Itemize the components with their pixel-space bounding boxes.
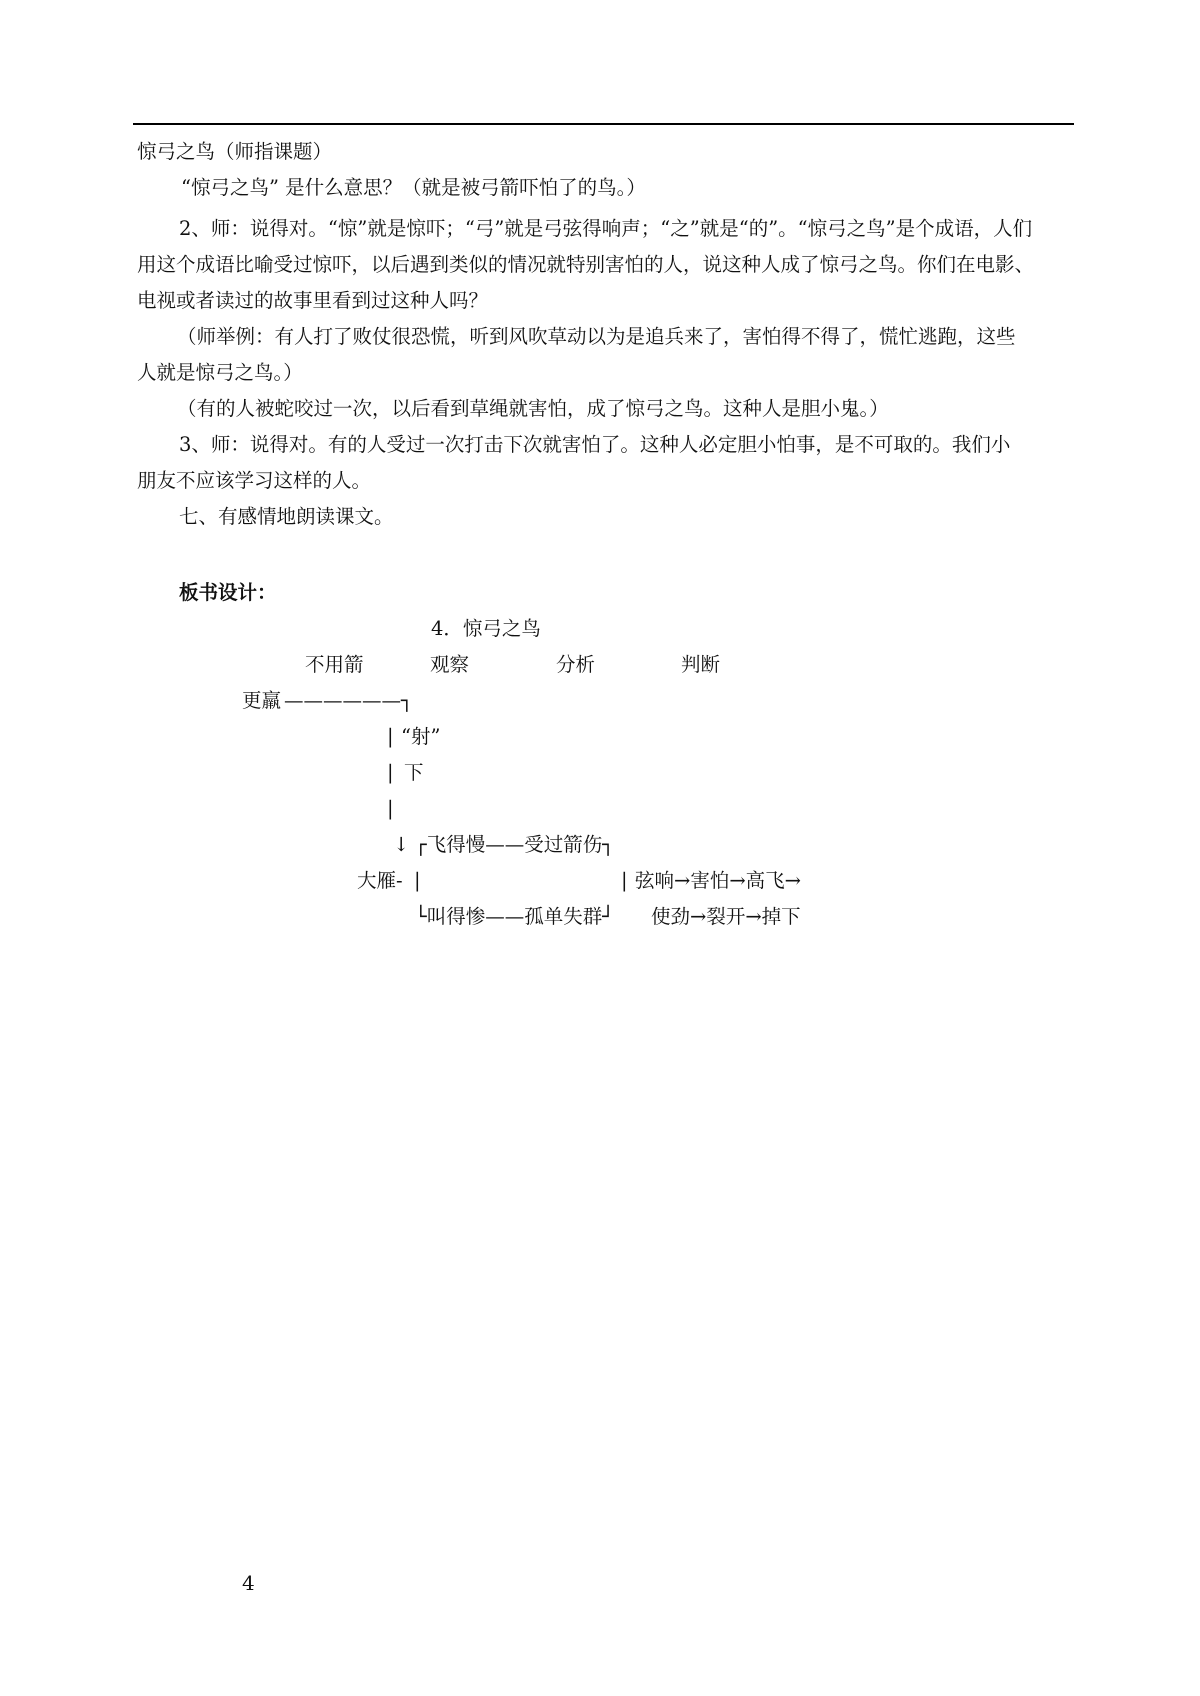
chain-label: 弦响→害怕→高飞→ — [635, 869, 802, 892]
down-arrow: ↓ — [393, 833, 410, 856]
column-label: 分析 — [556, 653, 596, 676]
column-label: 不用箭 — [305, 653, 364, 676]
page-number: 4 — [242, 1571, 255, 1595]
branch-top: ┌飞得慢——受过箭伤┐ — [415, 833, 614, 856]
chain-label: 使劲→裂开→掉下 — [651, 905, 801, 928]
branch-bottom: └叫得惨——孤单失群┘ — [415, 905, 614, 928]
dash-connector: ——————┐ — [284, 689, 413, 712]
text-line-7: 人就是惊弓之鸟。） — [137, 361, 303, 384]
text-line-8: （有的人被蛇咬过一次，以后看到草绳就害怕，成了惊弓之鸟。这种人是胆小鬼。） — [177, 397, 889, 420]
text-line-4: 用这个成语比喻受过惊吓，以后遇到类似的情况就特别害怕的人，说这种人成了惊弓之鸟。你们在电影、 — [137, 253, 1035, 276]
gengying-label: 更羸 — [242, 689, 282, 712]
column-label: 观察 — [430, 653, 470, 676]
text-line-2: “惊弓之鸟” 是什么意思？（就是被弓箭吓怕了的鸟。） — [181, 176, 646, 199]
text-line-10: 朋友不应该学习这样的人。 — [137, 469, 372, 492]
text-line-1: 惊弓之鸟（师指课题） — [137, 140, 333, 163]
board-title: 4．惊弓之鸟 — [431, 617, 541, 640]
vertical-connector: | — [387, 761, 394, 784]
text-line-6: （师举例：有人打了败仗很恐慌，听到风吹草动以为是追兵来了，害怕得不得了，慌忙逃跑，这些 — [177, 325, 1016, 348]
column-label: 判断 — [681, 653, 721, 676]
vertical-connector: | — [414, 869, 421, 892]
xia-label: 下 — [404, 761, 424, 784]
text-line-5: 电视或者读过的故事里看到过这种人吗？ — [137, 289, 489, 312]
text-line-3: 2、师：说得对。“惊”就是惊吓；“弓”就是弓弦得响声；“之”就是“的”。“惊弓之鸟”是个成语，人们 — [179, 217, 1033, 240]
vertical-connector: | — [621, 869, 628, 892]
header-rule — [133, 123, 1074, 125]
she-label: “射” — [401, 725, 441, 748]
vertical-connector: | — [387, 725, 394, 748]
dayan-label: 大雁- — [357, 869, 403, 892]
vertical-connector: | — [387, 797, 394, 820]
text-line-9: 3、师：说得对。有的人受过一次打击下次就害怕了。这种人必定胆小怕事，是不可取的。我们小 — [179, 433, 1011, 456]
text-line-11: 七、有感情地朗读课文。 — [179, 505, 394, 528]
board-design-heading: 板书设计： — [179, 581, 277, 604]
